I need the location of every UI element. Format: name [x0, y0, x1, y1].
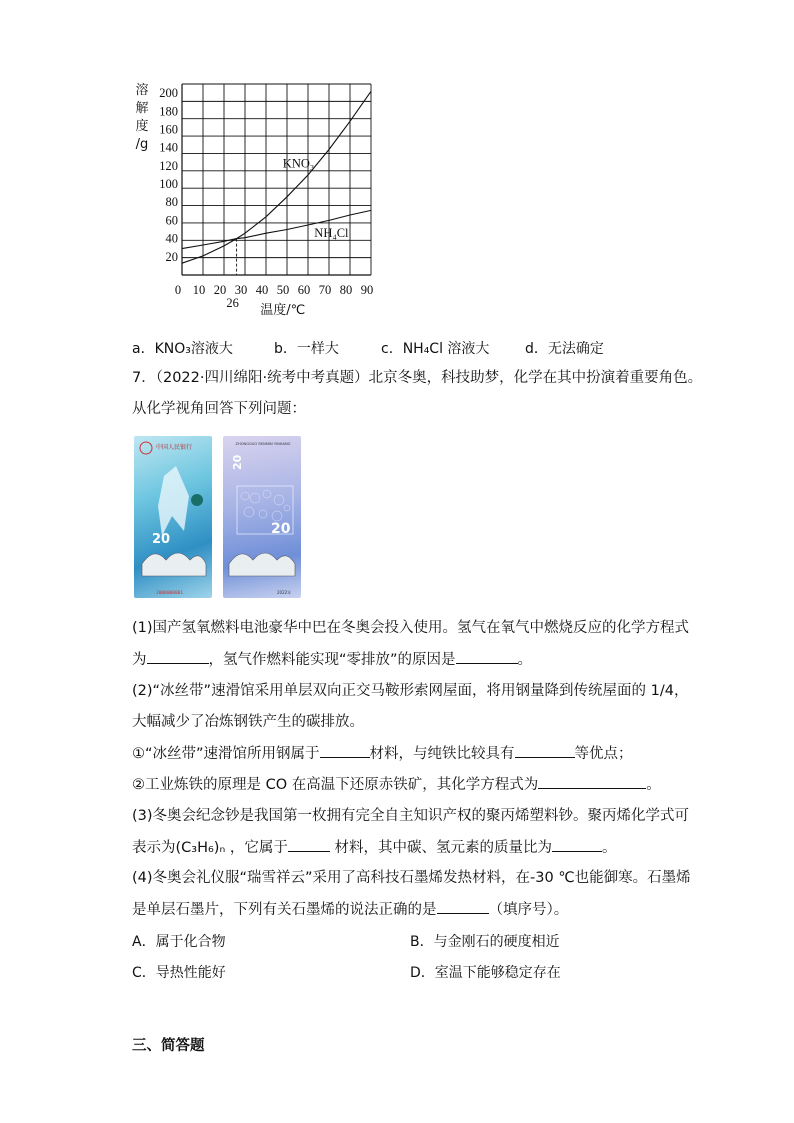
option-b: b．一样大 — [274, 341, 339, 357]
section-heading: 三、简答题 — [132, 1038, 205, 1054]
q7-p1-line1: (1)国产氢氧燃料电池豪华中巴在冬奥会投入使用。氢气在氧气中燃烧反应的化学方程式 — [132, 620, 690, 636]
q7-p2-sub2: ②工业炼铁的原理是 CO 在高温下还原赤铁矿，其化学方程式为 。 — [132, 774, 661, 795]
chart-grid — [182, 84, 371, 275]
y-tick-label: 160 — [159, 122, 178, 137]
series-label-nh4cl: NH₄Cl — [314, 225, 349, 240]
answer-blank[interactable] — [538, 774, 646, 789]
y-tick-label: 200 — [159, 86, 178, 101]
q7-p3-line2: 表示为(C₃H₆)ₙ ，它属于 材料，其中碳、氢元素的质量比为 。 — [132, 837, 616, 858]
q7-p2-line1: (2)“冰丝带”速滑馆采用单层双向正交马鞍形索网屋面，将用钢量降到传统屋面的 1/4， — [132, 683, 689, 699]
answer-blank[interactable] — [552, 837, 602, 852]
option-c: c．NH₄Cl 溶液大 — [381, 341, 490, 357]
y-tick-label: 20 — [165, 249, 178, 264]
answer-blank[interactable] — [456, 649, 518, 664]
q7-p2-sub1: ①“冰丝带”速滑馆所用钢属于 材料，与纯铁比较具有 等优点； — [132, 743, 633, 764]
y-tick-label: 60 — [165, 213, 178, 228]
q7-p4-line2: 是单层石墨片，下列有关石墨烯的说法正确的是 （填序号）。 — [132, 899, 568, 920]
y-tick-label: 140 — [159, 140, 178, 155]
answer-blank[interactable] — [437, 899, 489, 914]
q7-stem-line1: 7．（2022·四川绵阳·统考中考真题）北京冬奥，科技助梦，化学在其中扮演着重要角色。 — [132, 370, 703, 386]
option-a: a．KNO₃溶液大 — [132, 341, 233, 357]
skater-figure — [158, 466, 189, 536]
q7-option-c: C．导热性能好 — [132, 965, 226, 981]
banknote-back-denomination-vertical: 20 — [231, 454, 244, 470]
banknote-front-serial: J000000001 — [156, 591, 184, 596]
y-axis-label-char: 溶 — [135, 83, 149, 98]
x-tick-label: 10 — [192, 283, 206, 297]
x-tick-label: 20 — [213, 283, 227, 297]
q7-option-a: A．属于化合物 — [132, 934, 226, 950]
y-tick-label: 100 — [159, 177, 178, 192]
solubility-chart — [130, 78, 390, 323]
q7-p2-line2: 大幅减少了冶炼钢铁产生的碳排放。 — [132, 714, 364, 730]
banknote-back-denomination: 20 — [271, 521, 291, 537]
y-tick-label: 180 — [159, 104, 178, 119]
y-axis-label-char: /g — [135, 137, 149, 152]
q7-p4-line1: (4)冬奥会礼仪服“瑞雪祥云”采用了高科技石墨烯发热材料，在-30 ℃也能御寒。石墨烯 — [132, 870, 691, 886]
q7-stem-line2: 从化学视角回答下列问题： — [132, 401, 306, 417]
banknote-back-image — [223, 436, 301, 598]
x-tick-label: 0 — [174, 283, 182, 297]
annotation-26: 26 — [226, 296, 239, 310]
x-tick-label: 80 — [339, 283, 353, 297]
mountain-window — [229, 553, 295, 576]
y-axis-label-char: 解 — [135, 101, 149, 116]
banknote-front-denomination: 20 — [152, 532, 171, 547]
option-d: d．无法确定 — [525, 341, 604, 357]
x-tick-label: 40 — [255, 283, 269, 297]
answer-blank[interactable] — [147, 649, 209, 664]
x-axis-label: 温度/℃ — [260, 303, 306, 318]
series-label-kno3: KNO₃ — [282, 156, 315, 171]
y-tick-label: 120 — [159, 158, 178, 173]
y-tick-label: 80 — [165, 195, 178, 210]
y-tick-label: 40 — [165, 231, 178, 246]
x-tick-label: 60 — [297, 283, 311, 297]
q7-p1-line2: 为 ，氢气作燃料能实现“零排放”的原因是 。 — [132, 649, 532, 670]
x-tick-label: 50 — [276, 283, 290, 297]
answer-blank[interactable] — [515, 743, 575, 758]
banknote-back-year: 2022年 — [277, 590, 292, 595]
x-tick-label: 30 — [234, 283, 248, 297]
banknote-front-header: 中国人民银行 — [155, 444, 193, 451]
x-tick-label: 70 — [318, 283, 332, 297]
answer-blank[interactable] — [320, 743, 370, 758]
q7-p3-line1: (3)冬奥会纪念钞是我国第一枚拥有完全自主知识产权的聚丙烯塑料钞。聚丙烯化学式可 — [132, 808, 690, 824]
banknote-front-image — [134, 436, 212, 598]
q7-option-d: D．室温下能够稳定存在 — [410, 965, 561, 981]
bird-icon — [191, 494, 203, 506]
x-tick-label: 90 — [360, 283, 374, 297]
answer-blank[interactable] — [288, 837, 330, 852]
y-axis-label-char: 度 — [135, 119, 149, 134]
banknote-back-header: ZHONGGUO RENMIN YINHANG — [235, 442, 291, 446]
mountain-window — [142, 553, 206, 576]
q7-option-b: B．与金刚石的硬度相近 — [410, 934, 560, 950]
emblem-icon — [140, 442, 152, 454]
